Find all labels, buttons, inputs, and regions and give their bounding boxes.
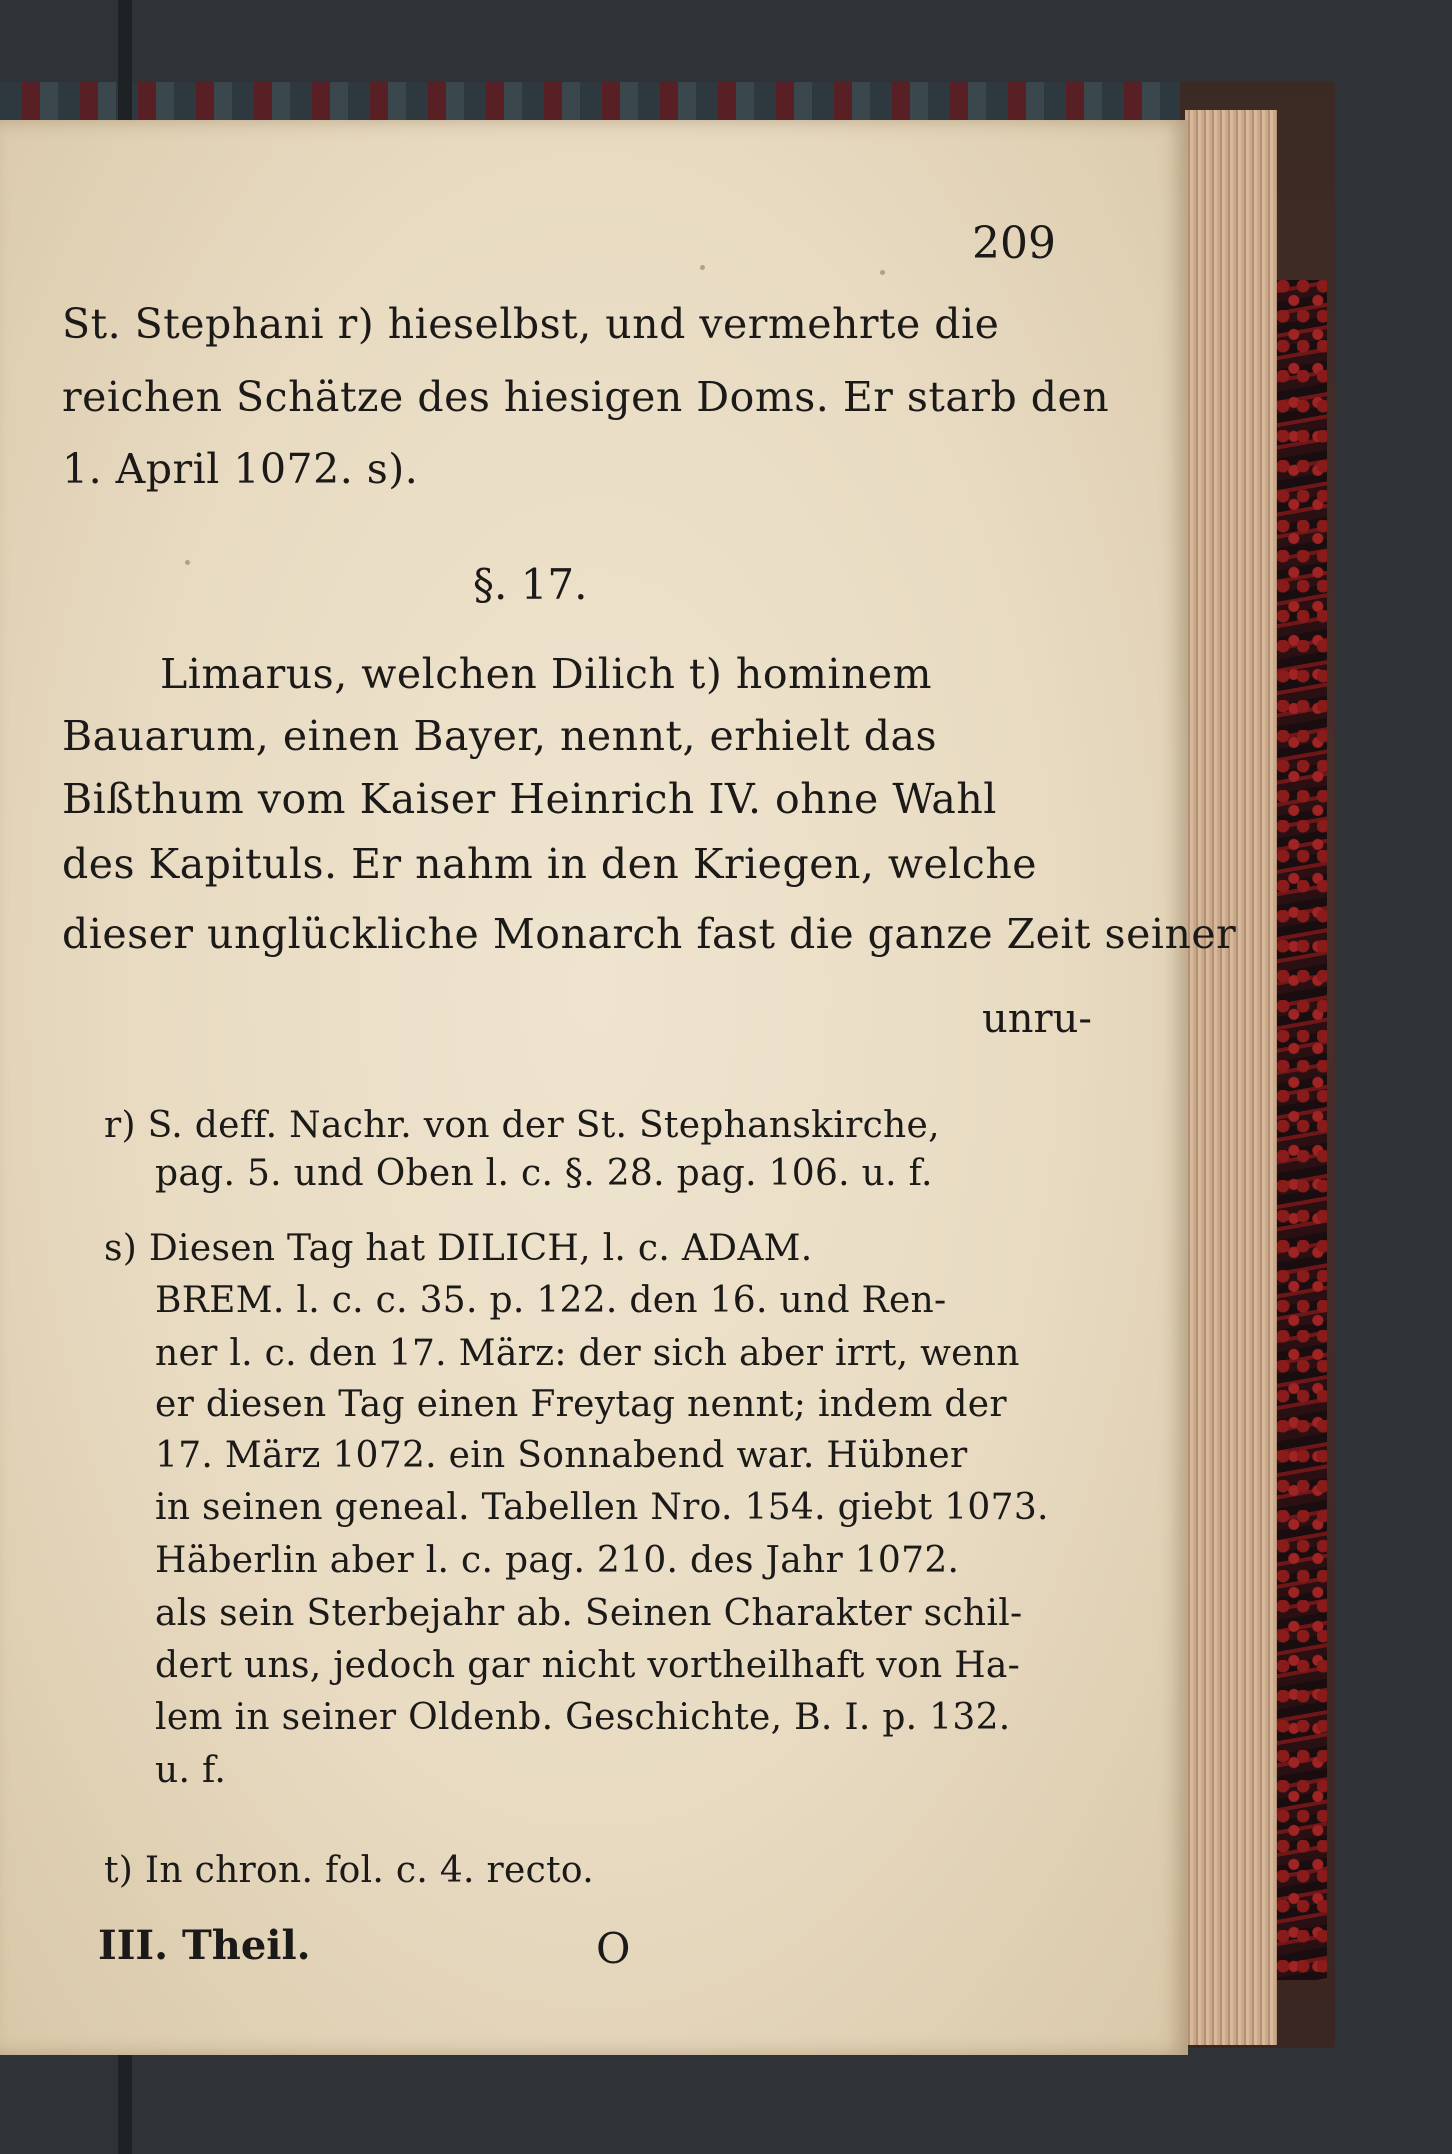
footnote-line: ner l. c. den 17. März: der sich aber irrt, wenn [155, 1333, 1020, 1374]
footnote-line: r) S. deff. Nachr. von der St. Stephanskirche, [104, 1105, 940, 1146]
footnote-line: in seinen geneal. Tabellen Nro. 154. giebt 1073. [155, 1487, 1049, 1528]
body-line: St. Stephani r) hieselbst, und vermehrte die [62, 300, 1000, 348]
body-line: dieser unglückliche Monarch fast die ganze Zeit seiner [62, 910, 1237, 958]
page-number: 209 [972, 218, 1056, 269]
body-line: Limarus, welchen Dilich t) hominem [160, 650, 933, 698]
paper-speck [185, 560, 190, 565]
signature-mark: III. Theil. [98, 1922, 311, 1969]
footnote-line: pag. 5. und Oben l. c. §. 28. pag. 106. u. f. [155, 1153, 933, 1194]
footnote-line: BREM. l. c. c. 35. p. 122. den 16. und Ren- [155, 1280, 947, 1321]
paper-speck [700, 265, 705, 270]
footnote-line: s) Diesen Tag hat DILICH, l. c. ADAM. [104, 1228, 813, 1269]
body-line: Bauarum, einen Bayer, nennt, erhielt das [62, 712, 938, 760]
section-heading: §. 17. [473, 560, 588, 609]
footnote-line: lem in seiner Oldenb. Geschichte, B. I. p. 132. [155, 1697, 1011, 1738]
footnote-line: als sein Sterbejahr ab. Seinen Charakter schil- [155, 1593, 1023, 1634]
gathering-letter: O [596, 1924, 631, 1973]
footnote-line: t) In chron. fol. c. 4. recto. [104, 1850, 594, 1891]
body-line: reichen Schätze des hiesigen Doms. Er starb den [62, 373, 1110, 421]
footnote-line: dert uns, jedoch gar nicht vortheilhaft von Ha- [155, 1645, 1021, 1686]
marbled-board-edge [1277, 280, 1327, 1980]
footnote-line: u. f. [155, 1750, 227, 1791]
cover-top-band [0, 82, 1180, 122]
footnote-line: Häberlin aber l. c. pag. 210. des Jahr 1072. [155, 1540, 960, 1581]
paper-speck [880, 270, 885, 275]
footnote-line: er diesen Tag einen Freytag nennt; indem der [155, 1384, 1007, 1425]
footnote-line: 17. März 1072. ein Sonnabend war. Hübner [155, 1435, 968, 1476]
page-edges [1185, 110, 1277, 2045]
body-line: des Kapituls. Er nahm in den Kriegen, welche [62, 840, 1038, 888]
catchword: unru- [982, 996, 1092, 1042]
body-line: 1. April 1072. s). [62, 445, 419, 493]
body-line: Bißthum vom Kaiser Heinrich IV. ohne Wahl [62, 775, 997, 823]
